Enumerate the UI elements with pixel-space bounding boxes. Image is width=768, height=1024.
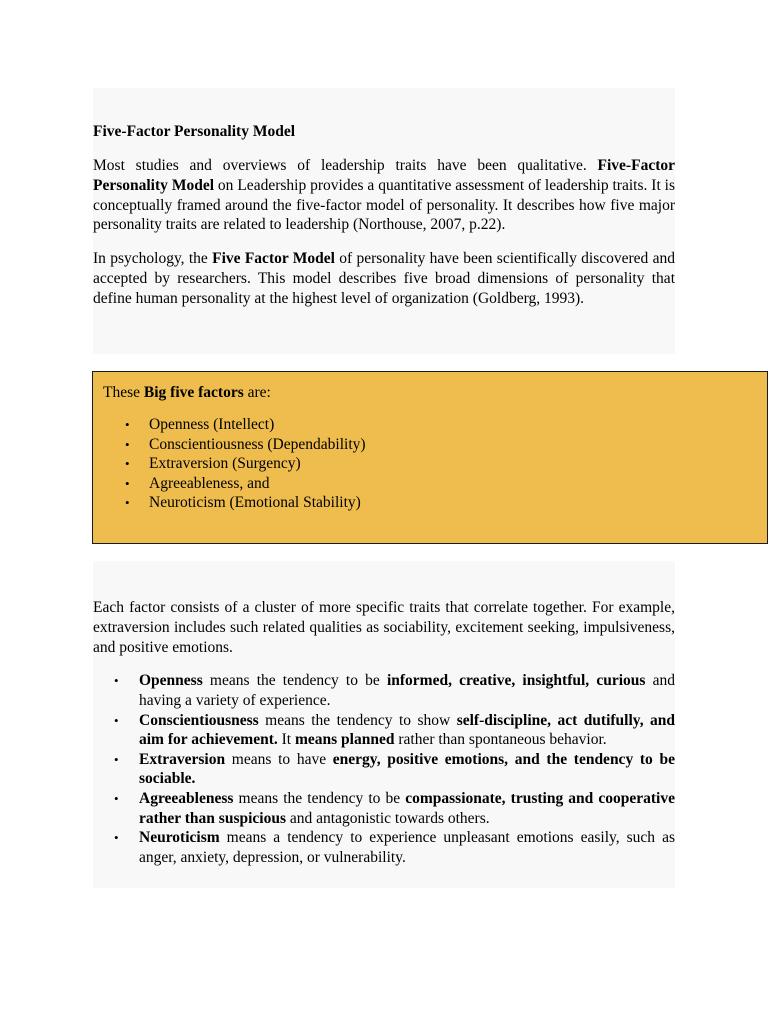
trait-definition-list xyxy=(93,671,675,867)
list-item xyxy=(93,671,675,710)
bold-term: Five-Factor Personality Model xyxy=(93,157,675,194)
text-span: In psychology, the xyxy=(93,250,213,268)
list-item-text: Neuroticism (Emotional Stability) xyxy=(149,494,361,512)
big-five-callout-box xyxy=(92,371,768,544)
details-section xyxy=(93,561,675,888)
text-span: means the tendency to be xyxy=(233,789,406,807)
bullet-icon: • xyxy=(114,790,119,806)
trait-term: Agreeableness xyxy=(139,789,234,807)
list-item xyxy=(93,789,675,828)
trait-term: Extraversion xyxy=(139,750,226,768)
bold-term: Five Factor Model xyxy=(212,250,335,268)
bullet-icon: • xyxy=(114,830,119,846)
trait-term: Conscientiousness xyxy=(139,711,259,729)
details-paragraph: Each factor consists of a cluster of more specific traits that correlate together. For example, extraversion includes such related qualities as sociability, excitement seeking, impulsiveness, and positive emotions. xyxy=(93,599,675,656)
bullet-icon: • xyxy=(125,475,130,491)
trait-term: Openness xyxy=(139,672,203,690)
text-span: and having a variety of experience. xyxy=(139,672,675,709)
bold-term: compassionate, trusting and cooperative rather than suspicious xyxy=(139,789,675,827)
text-span: These xyxy=(103,384,144,401)
bullet-icon: • xyxy=(114,673,119,689)
intro-section xyxy=(93,88,675,354)
bold-term: informed, creative, insightful, curious xyxy=(386,672,646,690)
section-heading: Five-Factor Personality Model xyxy=(93,123,296,140)
text-span: It xyxy=(277,731,295,749)
list-item-text: Conscientiousness (Dependability) xyxy=(149,435,366,453)
list-item xyxy=(93,828,675,867)
text-span: on Leadership provides a quantitative assessment of leadership traits. It is conceptually framed around the five-factor model of personality. It describes how five major personality traits are related to leadership (Northouse, 2007, p.22). xyxy=(93,176,676,234)
text-span: Most studies and overviews of leadership traits have been qualitative. xyxy=(93,157,598,174)
list-item xyxy=(103,493,757,513)
intro-paragraph-1 xyxy=(93,156,675,235)
list-item xyxy=(103,454,757,474)
bullet-icon: • xyxy=(125,495,130,511)
bold-term: means planned xyxy=(294,731,395,749)
trait-term: Neuroticism xyxy=(139,829,220,847)
text-span: and antagonistic towards others. xyxy=(286,809,490,827)
list-item xyxy=(103,474,757,494)
list-item xyxy=(93,750,675,789)
bullet-icon: • xyxy=(125,436,130,452)
factor-list xyxy=(103,415,757,513)
callout-intro xyxy=(103,383,757,403)
bullet-icon: • xyxy=(125,456,130,472)
text-span: means a tendency to experience unpleasant emotions easily, such as anger, anxiety, depression, or vulnerability. xyxy=(139,829,675,866)
list-item-text: Agreeableness, and xyxy=(149,474,270,492)
list-item xyxy=(103,435,757,455)
bold-term: self-discipline, act dutifully, and aim for achievement. xyxy=(139,711,676,749)
bold-term: Big five factors xyxy=(143,384,244,401)
bold-term: energy, positive emotions, and the tendency to be sociable. xyxy=(139,750,675,788)
text-span: means to have xyxy=(225,750,333,768)
text-span: are: xyxy=(243,384,271,401)
list-item-text: Extraversion (Surgency) xyxy=(149,455,301,473)
list-item-text: Openness (Intellect) xyxy=(149,416,275,433)
text-span: of personality have been scientifically discovered and accepted by researchers. This model describes five broad dimensions of personality that define human personality at the highest level of organization (Goldberg, 1993). xyxy=(93,250,676,307)
intro-paragraph-2 xyxy=(93,249,675,308)
bullet-icon: • xyxy=(125,417,130,432)
text-span: means the tendency to show xyxy=(258,711,457,729)
list-item xyxy=(93,711,675,750)
list-item xyxy=(103,415,757,435)
text-span: rather than spontaneous behavior. xyxy=(394,731,607,749)
text-span: means the tendency to be xyxy=(202,672,387,690)
bullet-icon: • xyxy=(114,751,119,767)
bullet-icon: • xyxy=(114,712,119,728)
